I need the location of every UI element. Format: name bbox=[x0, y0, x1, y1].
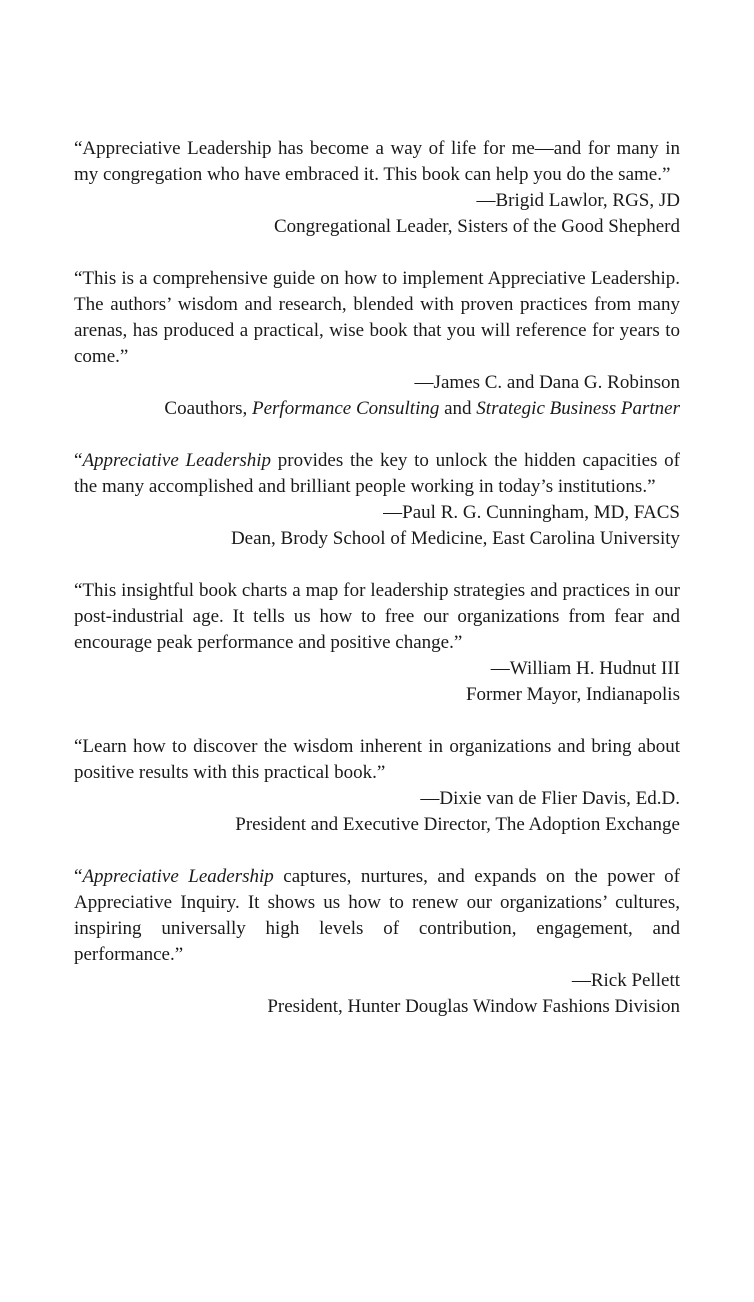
endorsements-page bbox=[74, 136, 680, 1046]
endorsement-quote: “Appreciative Leadership has become a way of life for me—and for many in my congregation who have embraced it. This book can help you do the same.” bbox=[74, 138, 680, 185]
quote-open-mark: “ bbox=[74, 866, 83, 887]
endorser-name: —Brigid Lawlor, RGS, JD bbox=[476, 190, 680, 211]
book-title: Appreciative Leadership bbox=[82, 450, 272, 471]
endorser-title bbox=[74, 396, 680, 422]
endorser-title: President and Executive Director, The Adoption Exchange bbox=[235, 814, 680, 835]
quote-open-mark: “ bbox=[74, 450, 83, 471]
endorser-title-and: and bbox=[439, 398, 477, 419]
endorsement-quote bbox=[74, 448, 680, 500]
quote-text: captures, nurtures, and expands on the power of Appreciative Inquiry. It shows us how to renew our organizations’ cultures, inspiring universally high levels of contribution, engagement, and performance.” bbox=[74, 866, 680, 965]
endorsement-quote: “Learn how to discover the wisdom inherent in organizations and bring about positive results with this practical book.” bbox=[74, 736, 680, 783]
endorsement-4 bbox=[74, 578, 680, 708]
endorser-title-prefix: Coauthors, bbox=[164, 398, 252, 419]
endorsement-1 bbox=[74, 136, 680, 240]
book-title: Strategic Business Partner bbox=[476, 398, 680, 419]
endorser-title: Congregational Leader, Sisters of the Good Shepherd bbox=[273, 216, 680, 237]
endorser-name: —William H. Hudnut III bbox=[490, 658, 680, 679]
endorsement-2 bbox=[74, 266, 680, 422]
endorser-title: Dean, Brody School of Medicine, East Carolina University bbox=[230, 528, 680, 549]
endorser-name: —Dixie van de Flier Davis, Ed.D. bbox=[420, 788, 680, 809]
endorser-title: Former Mayor, Indianapolis bbox=[465, 684, 680, 705]
endorsement-quote: “This is a comprehensive guide on how to implement Appreciative Leadership. The authors’ wisdom and research, blended with proven practices from many arenas, has produced a practical, wise book that you will reference for years to come.” bbox=[74, 268, 680, 367]
endorsement-5 bbox=[74, 734, 680, 838]
book-title: Appreciative Leadership bbox=[82, 866, 274, 887]
book-title: Performance Consulting bbox=[252, 398, 440, 419]
endorsement-quote bbox=[74, 864, 680, 968]
endorser-title: President, Hunter Douglas Window Fashions Division bbox=[267, 996, 680, 1017]
endorsement-quote: “This insightful book charts a map for leadership strategies and practices in our post-industrial age. It tells us how to free our organizations from fear and encourage peak performance and positive change.” bbox=[74, 580, 680, 653]
quote-text: provides the key to unlock the hidden capacities of the many accomplished and brilliant people working in today’s institutions.” bbox=[74, 450, 681, 497]
endorser-name: —Paul R. G. Cunningham, MD, FACS bbox=[383, 502, 680, 523]
endorser-name: —James C. and Dana G. Robinson bbox=[414, 372, 680, 393]
endorser-name: —Rick Pellett bbox=[571, 970, 680, 991]
endorsement-6 bbox=[74, 864, 680, 1020]
endorsement-3 bbox=[74, 448, 680, 552]
